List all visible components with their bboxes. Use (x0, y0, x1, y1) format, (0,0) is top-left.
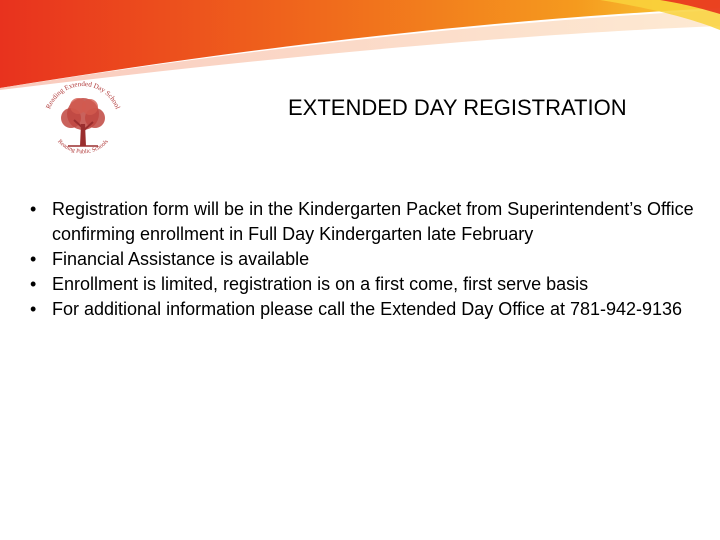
bullet-text: Financial Assistance is available (52, 249, 310, 269)
bullet-text: For additional information please call the Extended Day Office at 781-942-9136 (52, 299, 683, 319)
school-tree-logo (38, 76, 128, 166)
bullet-text: Enrollment is limited, registration is on a first come, first serve basis (52, 274, 589, 294)
bullet-item (30, 272, 700, 297)
bullet-dot: • (30, 199, 37, 219)
bullet-item (30, 247, 700, 272)
bullet-dot: • (30, 249, 37, 269)
bullet-item (30, 297, 700, 322)
bullet-dot: • (30, 299, 37, 319)
logo-bottom-text: Reading Public Schools (56, 138, 110, 156)
slide-title: EXTENDED DAY REGISTRATION (288, 95, 627, 120)
logo-top-text: Reading Extended Day School (44, 79, 122, 111)
bullet-dot: • (30, 274, 37, 294)
bullet-item (30, 197, 700, 247)
bullet-list (30, 197, 700, 322)
bullet-text: Registration form will be in the Kindergarten Packet from Superintendent’s Office confirming enrollment in Full Day Kindergarten late February (52, 199, 694, 244)
